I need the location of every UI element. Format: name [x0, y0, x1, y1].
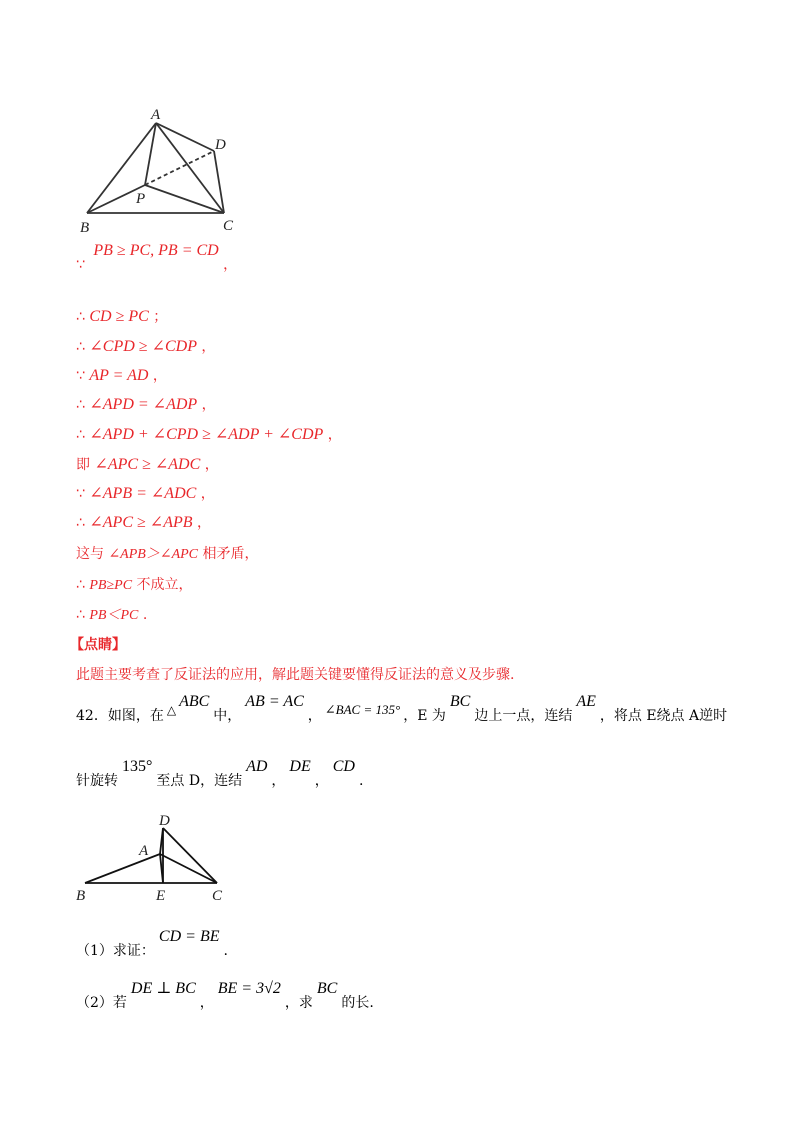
label-a: A — [151, 107, 161, 123]
proof-tail-2: ； — [153, 309, 168, 325]
label-b: B — [80, 220, 90, 236]
question-42-line-2 — [76, 758, 364, 790]
segment-pd-dashed — [145, 151, 214, 185]
therefore-symbol: ∴ — [76, 397, 85, 413]
proof-tail-7: ， — [204, 457, 219, 473]
q42-degree: 135° — [122, 758, 153, 775]
proof-tail-9: ， — [196, 515, 211, 531]
proof-tail-6: ， — [327, 427, 342, 443]
proof-math-5: ∠APD = ∠ADP — [89, 396, 198, 413]
proof-line-3 — [76, 336, 215, 356]
comment-heading: 【点睛】 — [70, 637, 126, 653]
q42-part2-sep2: ，求 — [284, 995, 313, 1011]
proof-line-10 — [76, 543, 258, 563]
label-b: B — [76, 888, 86, 904]
proof-math-6: ∠APD + ∠CPD ≥ ∠ADP + ∠CDP — [89, 426, 324, 443]
q42-part2-math2: BE = 3√2 — [217, 980, 281, 997]
q42-text-j: ， — [314, 773, 329, 789]
q42-de: DE — [289, 758, 311, 775]
because-symbol: ∵ — [76, 368, 85, 384]
therefore-symbol: ∴ — [76, 427, 85, 443]
figure-quadrilateral-abcd — [76, 102, 246, 237]
label-d: D — [159, 813, 170, 829]
therefore-symbol: ∴ — [76, 607, 85, 623]
because-symbol: ∵ — [76, 486, 85, 502]
proof-tail-5: ， — [201, 397, 216, 413]
figure-triangle-abc-rotation — [74, 810, 244, 910]
proof-line-5 — [76, 394, 216, 414]
proof-line-11 — [76, 574, 193, 594]
proof-line-6 — [76, 424, 342, 444]
proof-tail-12: . — [142, 607, 148, 623]
q42-ae: AE — [576, 693, 596, 710]
q42-part1-end: . — [223, 943, 228, 959]
q42-part1-label: （1）求证： — [76, 943, 155, 959]
because-symbol: ∵ — [76, 257, 85, 273]
q42-part2-math1: DE ⊥ BC — [130, 980, 196, 997]
proof-tail-11: 不成立， — [136, 577, 193, 593]
proof-line-2 — [76, 306, 167, 326]
proof-math-12: PB＜PC — [89, 608, 139, 623]
proof-line-4 — [76, 365, 167, 385]
q42-part2-label: （2）若 — [76, 995, 127, 1011]
question-42-part-2 — [76, 980, 374, 1012]
q42-text-f: ，将点 E绕点 A逆时 — [599, 708, 728, 724]
q42-text-a: 42．如图，在 — [76, 708, 164, 724]
q42-text-d: ，E 为 — [403, 708, 446, 724]
comment-text: 此题主要考查了反证法的应用，解此题关键要懂得反证法的意义及步骤. — [76, 667, 515, 683]
proof-line-12 — [76, 604, 147, 624]
q42-bc: BC — [449, 693, 471, 710]
proof-math-10: ∠APB＞∠APC — [108, 547, 199, 562]
q42-text-i: ， — [271, 773, 286, 789]
q42-text-e: 边上一点，连结 — [474, 708, 573, 724]
q42-part2-sep1: ， — [199, 995, 214, 1011]
question-42-part-1 — [76, 928, 228, 960]
proof-math-4: AP = AD — [89, 367, 149, 384]
q42-abc: ABC — [179, 693, 210, 710]
q42-cd: CD — [332, 758, 355, 775]
q42-ab-ac: AB = AC — [245, 693, 304, 710]
label-a: A — [139, 843, 149, 859]
proof-math-7: ∠APC ≥ ∠ADC — [94, 456, 201, 473]
q42-part1-math: CD = BE — [158, 928, 220, 945]
q42-part2-math3: BC — [316, 980, 338, 997]
label-c: C — [223, 218, 234, 234]
proof-line-1 — [76, 242, 238, 274]
proof-math-3: ∠CPD ≥ ∠CDP — [89, 338, 197, 355]
therefore-symbol: ∴ — [76, 309, 85, 325]
segment-ap — [145, 123, 156, 185]
label-c: C — [212, 888, 223, 904]
q42-ad: AD — [246, 758, 268, 775]
question-42-line-1 — [76, 693, 728, 725]
therefore-symbol: ∴ — [76, 515, 85, 531]
proof-line-7 — [76, 454, 219, 474]
triangle-symbol: △ — [166, 703, 177, 717]
therefore-symbol: ∴ — [76, 577, 85, 593]
proof-math-8: ∠APB = ∠ADC — [89, 485, 197, 502]
q42-text-c: ， — [307, 708, 322, 724]
proof-prefix-10: 这与 — [76, 546, 104, 562]
segment-ac — [160, 854, 217, 883]
proof-tail-1: ， — [223, 257, 238, 273]
proof-line-9 — [76, 512, 211, 532]
segment-dc — [163, 828, 217, 883]
label-d: D — [215, 137, 226, 153]
proof-math-2: CD ≥ PC — [89, 308, 149, 325]
proof-line-8 — [76, 483, 215, 503]
q42-part2-end: 的长. — [341, 995, 374, 1011]
q42-text-h: 至点 D，连结 — [156, 773, 243, 789]
segment-ad — [156, 123, 214, 151]
proof-math-1: PB ≥ PC, PB = CD — [93, 242, 219, 259]
therefore-symbol: ∴ — [76, 339, 85, 355]
segment-dc — [214, 151, 224, 213]
proof-prefix-7: 即 — [76, 457, 90, 473]
segment-ba — [85, 854, 160, 883]
segment-pc — [145, 185, 224, 213]
proof-tail-10: 相矛盾， — [202, 546, 259, 562]
q42-angle-bac: ∠BAC = 135° — [324, 702, 401, 717]
q42-text-k: . — [358, 773, 364, 789]
proof-tail-4: ， — [152, 368, 167, 384]
q42-text-g: 针旋转 — [76, 773, 118, 789]
segment-ab — [87, 123, 156, 213]
proof-tail-8: ， — [200, 486, 215, 502]
label-e: E — [156, 888, 166, 904]
proof-math-11: PB≥PC — [89, 578, 133, 593]
proof-tail-3: ， — [201, 339, 216, 355]
proof-math-9: ∠APC ≥ ∠APB — [89, 514, 193, 531]
segment-ac — [156, 123, 224, 213]
q42-text-b: 中， — [213, 708, 242, 724]
label-p: P — [136, 191, 146, 207]
